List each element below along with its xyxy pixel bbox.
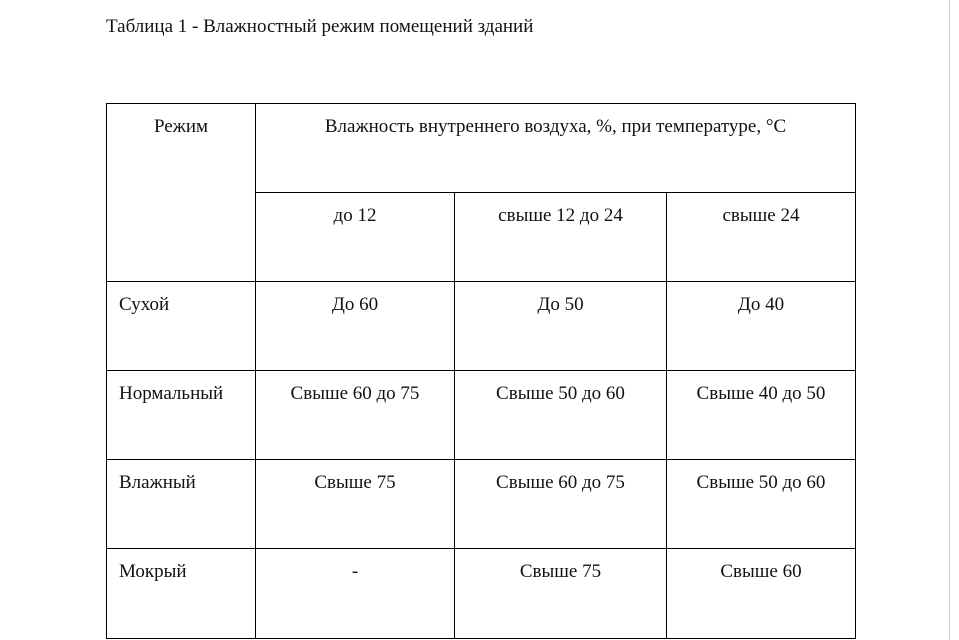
header-humidity-cell: Влажность внутреннего воздуха, %, при температуре, °С: [256, 104, 856, 193]
mode-cell: Мокрый: [107, 549, 256, 639]
table-row: [107, 282, 856, 371]
value-cell: Свыше 40 до 50: [667, 371, 856, 460]
table-row: [107, 549, 856, 639]
value-cell: -: [256, 549, 455, 639]
value-cell: До 60: [256, 282, 455, 371]
mode-cell: Сухой: [107, 282, 256, 371]
header-mode-cell: Режим: [107, 104, 256, 282]
value-cell: Свыше 60 до 75: [455, 460, 667, 549]
value-cell: Свыше 50 до 60: [455, 371, 667, 460]
mode-cell: Нормальный: [107, 371, 256, 460]
table-row: [107, 371, 856, 460]
value-cell: Свыше 75: [455, 549, 667, 639]
header-temp-cell: свыше 12 до 24: [455, 193, 667, 282]
table-header-row: [107, 104, 856, 193]
value-cell: Свыше 50 до 60: [667, 460, 856, 549]
mode-cell: Влажный: [107, 460, 256, 549]
value-cell: Свыше 75: [256, 460, 455, 549]
header-temp-cell: до 12: [256, 193, 455, 282]
table-caption: Таблица 1 - Влажностный режим помещений зданий: [106, 16, 534, 37]
page-edge-line: [949, 0, 950, 640]
humidity-table: [106, 103, 856, 639]
table-row: [107, 460, 856, 549]
header-temp-cell: свыше 24: [667, 193, 856, 282]
value-cell: Свыше 60: [667, 549, 856, 639]
value-cell: До 40: [667, 282, 856, 371]
value-cell: Свыше 60 до 75: [256, 371, 455, 460]
value-cell: До 50: [455, 282, 667, 371]
